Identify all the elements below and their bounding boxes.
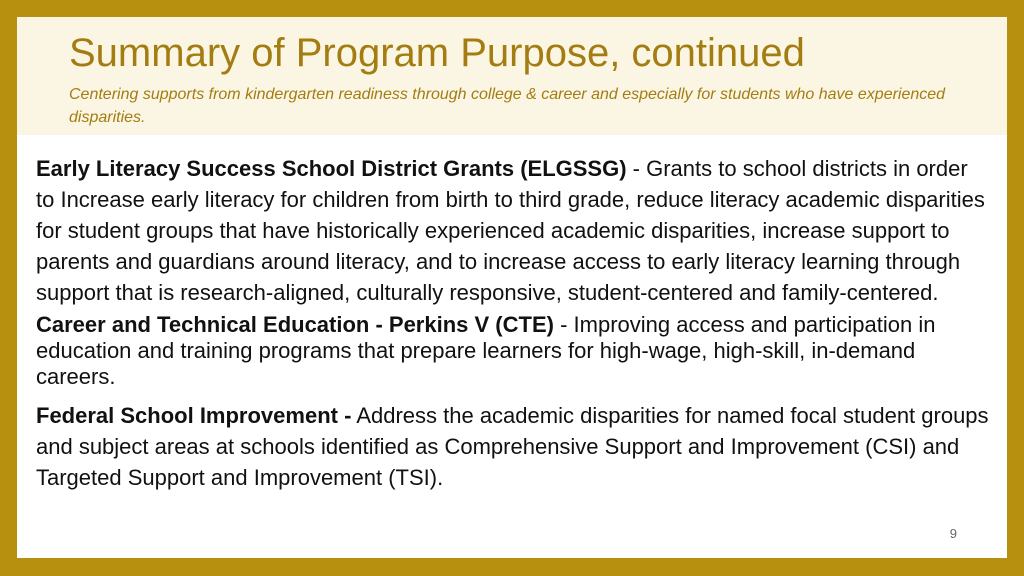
program-separator: - — [626, 156, 647, 181]
program-name: Federal School Improvement - — [36, 403, 352, 428]
page-title: Summary of Program Purpose, continued — [69, 31, 805, 75]
program-separator: - — [553, 312, 574, 337]
slide — [17, 17, 1007, 558]
page-subtitle: Centering supports from kindergarten readiness through college & career and especially for students who have experienced disparities. — [69, 86, 946, 126]
program-name: Early Literacy Success School District Grants (ELGSSG) — [36, 156, 627, 181]
program-list — [36, 153, 991, 497]
program-description: Improving access and participation in education and training programs that prepare learners for high-wage, high-skill, in-demand careers. — [36, 312, 936, 389]
program-name: Career and Technical Education - Perkins V (CTE) — [36, 312, 554, 337]
program-federal-school-improvement — [36, 400, 991, 493]
program-cte — [36, 312, 991, 390]
page-number: 9 — [949, 526, 957, 541]
program-description: Grants to school districts in order to Increase early literacy for children from birth to third grade, reduce literacy academic disparities for student groups that have historically experienced academic disparities, increase support to parents and guardians around literacy, and to increase access to early literacy learning through support that is research-aligned, culturally responsive, student-centered and family-centered. — [36, 156, 985, 305]
program-description: Address the academic disparities for named focal student groups and subject areas at schools identified as Comprehensive Support and Improvement (CSI) and Targeted Support and Improvement (TSI). — [36, 403, 989, 490]
header-band — [17, 17, 1007, 135]
program-elgssg — [36, 153, 991, 308]
